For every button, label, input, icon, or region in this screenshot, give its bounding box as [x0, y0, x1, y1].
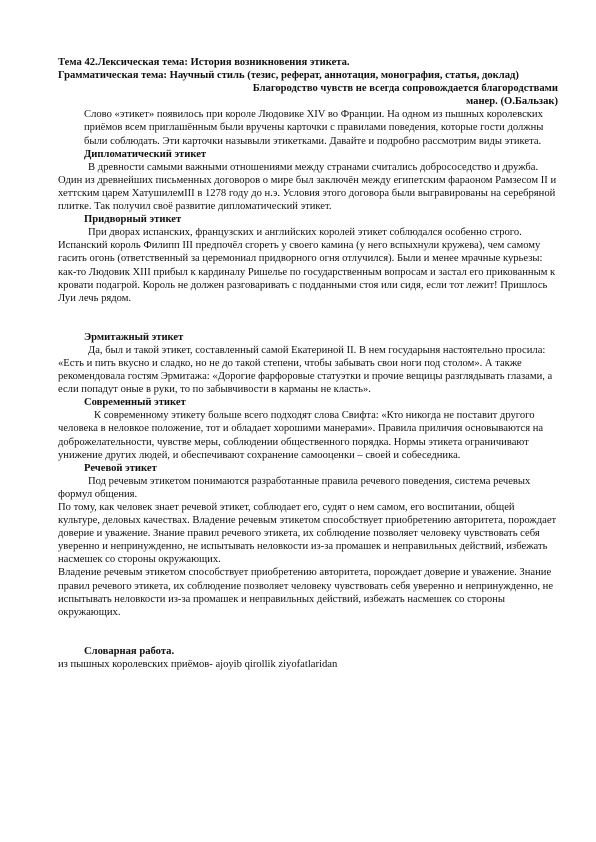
topic-line: Тема 42.Лексическая тема: История возникновения этикета. [58, 57, 350, 68]
section-heading-modern: Современный этикет [84, 397, 186, 409]
document-content [58, 56, 558, 671]
section-heading-speech: Речевой этикет [84, 462, 157, 474]
grammar-line: Грамматическая тема: Научный стиль (тезис, реферат, аннотация, монография, статья, доклад) [58, 70, 519, 82]
section-text-speech-extra-2: Владение речевым этикетом способствует приобретению авторитета, порождает доверие и уважение. Знание правил речевого этикета, их соблюдение позволяет человеку чувствовать себя уверенно и непринужденно, не испытывать неловкости из-за промашек и неправильных действий, избежать насмешек со стороны окружающих. [58, 567, 554, 618]
spacer [58, 619, 558, 645]
section-text-diplomatic: В древности самыми важными отношениями между странами считались добрососедство и дружба. Один из древнейших письменных договоров о мире был заключён между египетским фараоном Рамзесом II и хеттским царем ХатушилемIII в 1278 году до н.э. Условия этого договора были выгравированы на серебряной плитке. Так получил своё развитие дипломатический этикет. [58, 161, 557, 213]
vocab-heading: Словарная работа. [84, 645, 175, 657]
epigraph: Благородство чувств не всегда сопровождается благородствами манер. (О.Бальзак) [252, 83, 558, 108]
section-text-speech-extra-1: По тому, как человек знает речевой этикет, соблюдает его, судят о нем самом, его воспитании, общей культуре, деловых качествах. Владение речевым этикетом способствует приобретению авторитета, порождает доверие и уважение. Знание правил речевого этикета, их соблюдение позволяет человеку чувствовать себя уверенно и непринужденно, не испытывать неловкости из-за промашек и неправильных действий, избежать насмешек со стороны окружающих. [58, 502, 557, 566]
vocab-line: из пышных королевских приёмов- ajoyib qirollik ziyofatlaridan [58, 658, 338, 670]
section-text-modern: К современному этикету больше всего подходят слова Свифта: «Кто никогда не поставит другого человека в неловкое положение, тот и обладает хорошими манерами». Правила приличия основываются на доброжелательности, чувстве меры, соблюдении общественного порядка. Нормы этикета ограничивают унижение других людей, и обеспечивают сохранение самооценки – своей и собеседника. [58, 410, 544, 461]
section-heading-hermitage: Эрмитажный этикет [84, 331, 184, 343]
intro-paragraph: Слово «этикет» появилось при короле Людовике XIV во Франции. На одном из пышных королевских приёмов всем приглашённым были вручены карточки с правилами поведения, которые гости должны были соблюдать. Эти карточки назывыли этикетками. Давайте и подробно рассмотрим виды этикета. [84, 109, 544, 147]
section-heading-court: Придворный этикет [84, 214, 182, 226]
section-heading-diplomatic: Дипломатический этикет [84, 148, 207, 160]
spacer [58, 305, 558, 331]
section-text-hermitage: Да, был и такой этикет, составленный самой Екатериной II. В нем государыня настоятельно просила: «Есть и пить вкусно и сладко, но не до такой степени, чтобы забывать свои ноги под столом». А также рекомендовала гостям Эрмитажа: «Дорогие фарфоровые статуэтки и прочие вещицы разглядывать глазами, а если попадут оные в руки, то по забывчивости в карманы не класть». [58, 344, 553, 396]
section-text-speech: Под речевым этикетом понимаются разработанные правила речевого поведения, система речевых формул общения. [58, 475, 531, 500]
section-text-court: При дворах испанских, французских и английских королей этикет соблюдался особенно строго. Испанский король Филипп III предпочёл сгореть у своего камина (у него вспыхнули кружева), чем самому гасить огонь (ответственный за церемониал придворного огня отлучился). Были и менее мрачные курьезы: как-то Людовик XIII прибыл к кардиналу Ришелье по государственным вопросам и застал его прикованным к кровати подагрой. Король не должен разговаривать с подданными стоя или сидя, если тот лежит! Пришлось Луи лечь рядом. [58, 227, 556, 304]
